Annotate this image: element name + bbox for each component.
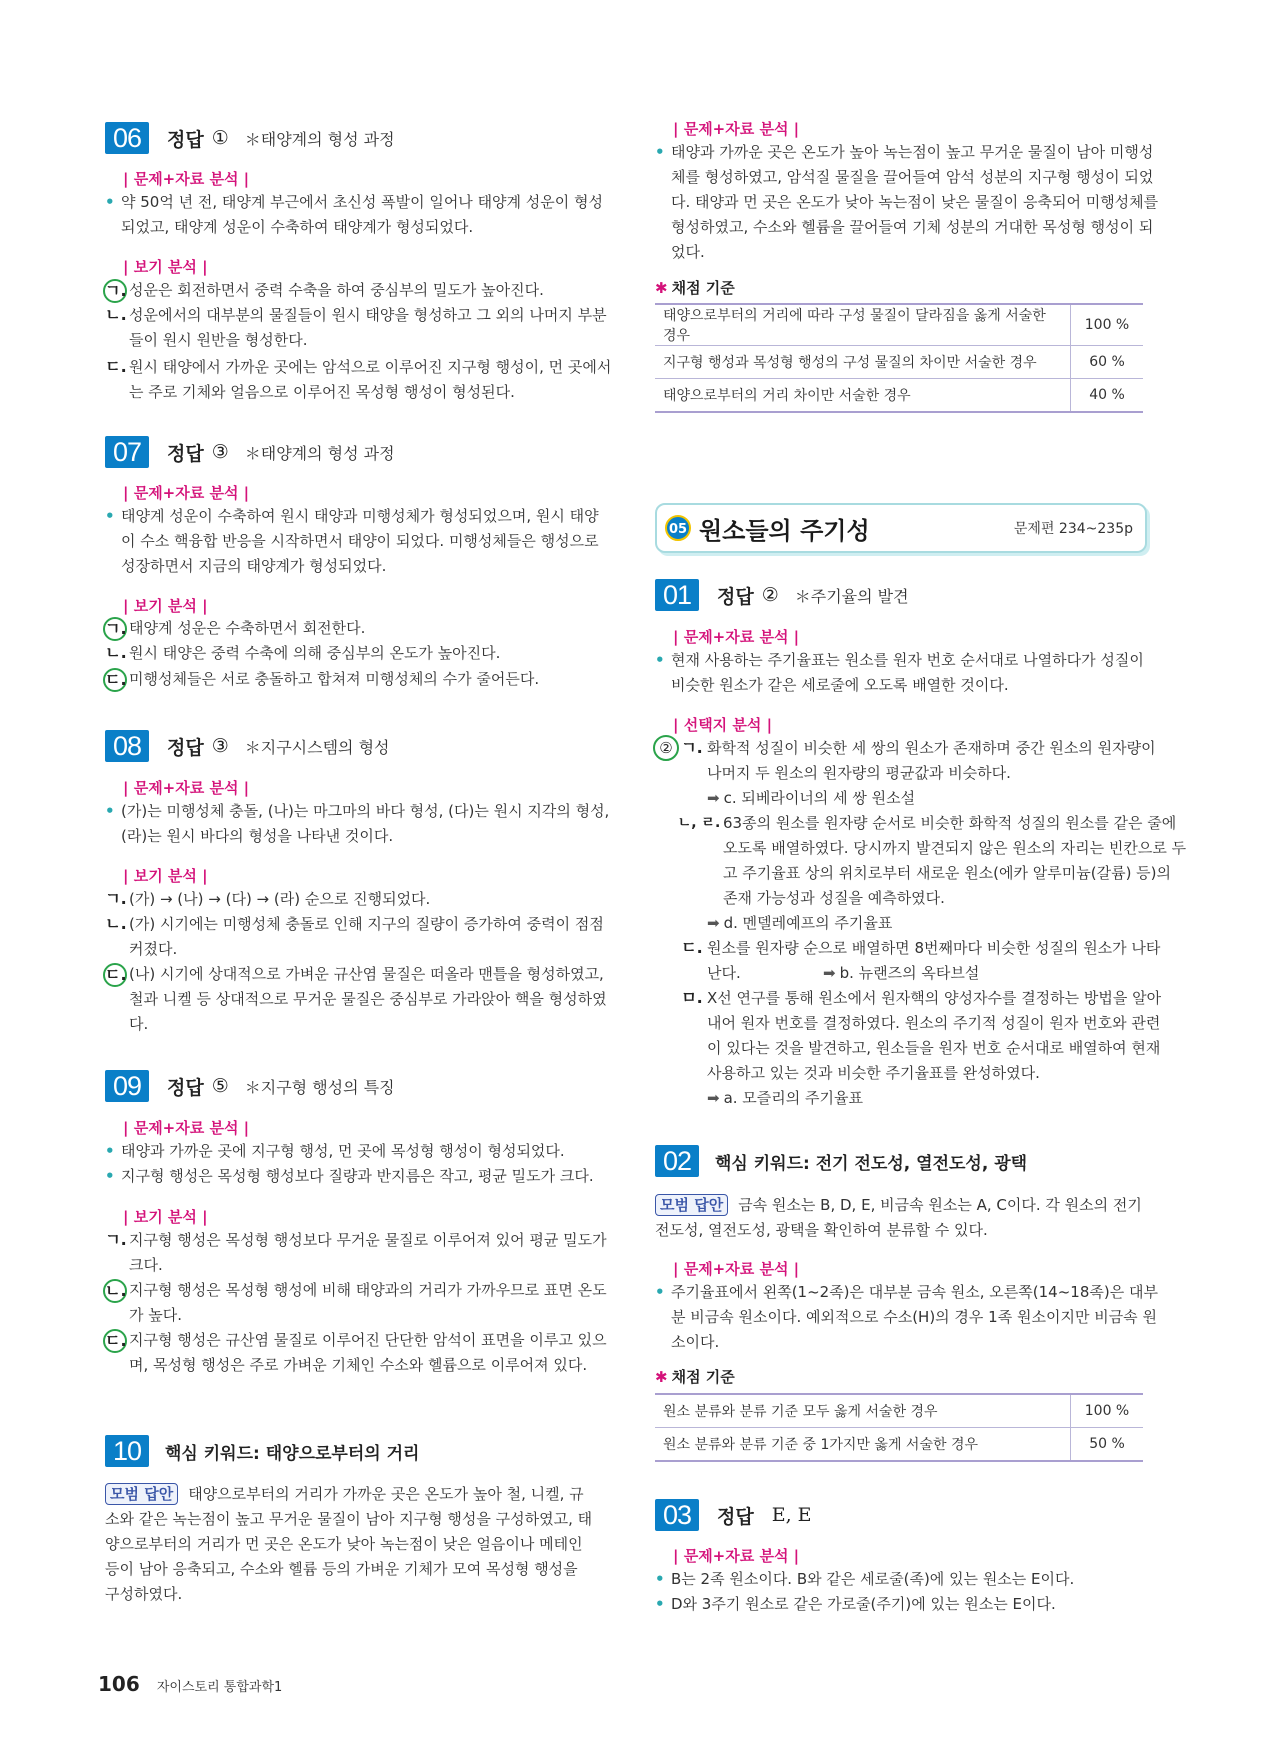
q10-criteria-table (655, 303, 1143, 413)
q09-item-2-text: 지구형 행성은 목성형 행성에 비해 태양과의 거리가 가까우므로 표면 온도가 높다. (129, 1281, 607, 1324)
q09-item-1-text: 지구형 행성은 목성형 행성보다 무거운 물질로 이루어져 있어 평균 밀도가 크다. (129, 1231, 607, 1274)
q03-answer-mark: E, E (771, 1504, 812, 1526)
table-row (655, 346, 1143, 379)
q09-answer-label: 정답 (167, 1076, 204, 1099)
chapter-banner (655, 503, 1147, 553)
criteria-percent: 100 % (1071, 1394, 1144, 1428)
q06-item-2-text: 성운에서의 대부분의 물질들이 원시 태양을 형성하고 그 외의 나머지 부분들이 원시 원반을 형성한다. (129, 306, 607, 349)
q07-answer-mark: ③ (211, 441, 229, 463)
q06-topic: ＊태양계의 형성 과정 (244, 129, 395, 149)
q08-item-2 (105, 912, 619, 962)
q02-criteria-title (655, 1366, 735, 1387)
q03-analysis-label: | 문제+자료 분석 | (673, 1547, 800, 1565)
arrow-right-icon: ➡ (707, 1089, 720, 1107)
criteria-desc: 지구형 행성과 목성형 행성의 구성 물질의 차이만 서술한 경우 (655, 346, 1071, 379)
q06-choices-label: | 보기 분석 | (123, 258, 208, 276)
q09-answer-mark: ⑤ (211, 1075, 229, 1097)
q03-bullet-1: • B는 2족 원소이다. B와 같은 세로줄(족)에 있는 원소는 E이다. (655, 1567, 1159, 1592)
q06-item-3 (105, 355, 619, 405)
q01-choices-label: | 선택지 분석 | (673, 716, 773, 734)
q01-answer-mark: ② (761, 584, 779, 606)
q06-bullet-1: • 약 50억 년 전, 태양계 부근에서 초신성 폭발이 일어나 태양계 성운이 형성되었고, 태양계 성운이 수축하여 태양계가 형성되었다. (105, 190, 611, 240)
q09-item-3-text: 지구형 행성은 규산염 물질로 이루어진 단단한 암석이 표면을 이루고 있으며, 목성형 행성은 주로 가벼운 기체인 수소와 헬륨으로 이루어져 있다. (129, 1331, 607, 1374)
q02-number: 02 (655, 1145, 699, 1177)
q09-header (105, 1068, 395, 1104)
chapter-title: 원소들의 주기성 (699, 517, 870, 545)
criteria-desc: 태양으로부터의 거리 차이만 서술한 경우 (655, 379, 1071, 413)
q08-choices-label: | 보기 분석 | (123, 867, 208, 885)
q10-bullet-1: • 태양과 가까운 곳은 온도가 높아 녹는점이 높고 무거운 물질이 남아 미행성체를 형성하였고, 암석질 물질을 끌어들여 암석 성분의 지구형 행성이 되었다. 태양과 먼 곳은 온도가 낮아 녹는점이 낮은 물질이 응축되어 미행성체를 형성하였고, 수소와 헬륨을 끌어들여 기체 성분의 거대한 목성형 행성이 되었다. (655, 140, 1159, 265)
q07-item-2-mark: ㄴ. (105, 643, 127, 662)
q09-bullet-2: • 지구형 행성은 목성형 행성보다 질량과 반지름은 작고, 평균 밀도가 크다. (105, 1164, 611, 1189)
q01-number: 01 (655, 579, 699, 611)
q01-item-4-text: X선 연구를 통해 원소에서 원자핵의 양성자수를 결정하는 방법을 알아내어 원자 번호를 결정하였다. 원소의 주기적 성질이 원자 번호와 관련이 있다는 것을 발견하고, 원소들을 원자 번호 순서대로 배열하여 현재 사용하고 있는 것과 비슷한 주기율표를 완성하였다. (707, 989, 1162, 1082)
q08-item-3-text: (나) 시기에 상대적으로 가벼운 규산염 물질은 떠올라 맨틀을 형성하였고, 철과 니켈 등 상대적으로 무거운 물질은 중심부로 가라앉아 핵을 형성하였다. (129, 965, 607, 1033)
q07-topic: ＊태양계의 형성 과정 (244, 443, 395, 463)
criteria-percent: 100 % (1071, 304, 1144, 346)
q06-item-1-text: 성운은 회전하면서 중력 수축을 하여 중심부의 밀도가 높아진다. (129, 281, 544, 299)
q06-item-1-mark: ㄱ. (103, 279, 127, 303)
q09-topic: ＊지구형 행성의 특징 (244, 1077, 395, 1097)
q06-item-1 (105, 278, 619, 303)
q08-bullet-1: • (가)는 미행성체 충돌, (나)는 마그마의 바다 형성, (다)는 원시 지각의 형성, (라)는 원시 바다의 형성을 나타낸 것이다. (105, 799, 611, 849)
q03-header (655, 1497, 812, 1533)
asterisk-icon: ✱ (655, 279, 668, 297)
q08-item-1 (105, 887, 619, 912)
q06-analysis-label: | 문제+자료 분석 | (123, 170, 250, 188)
q07-item-3-text: 미행성체들은 서로 충돌하고 합쳐져 미행성체의 수가 줄어든다. (129, 670, 540, 688)
q10-model-label: 모범 답안 (105, 1483, 178, 1505)
q02-model-label: 모범 답안 (655, 1194, 728, 1216)
q08-header (105, 728, 390, 764)
q01-header (655, 577, 909, 613)
q02-header (655, 1143, 1027, 1179)
page-number: 106 (98, 1672, 140, 1696)
q10-criteria-label: 채점 기준 (671, 279, 735, 297)
q07-number: 07 (105, 436, 149, 468)
q02-model-answer (655, 1193, 1143, 1243)
q06-number: 06 (105, 122, 149, 154)
q06-item-2-mark: ㄴ. (105, 305, 127, 324)
book-title: 자이스토리 통합과학1 (156, 1680, 283, 1695)
q01-item-1-text: 화학적 성질이 비슷한 세 쌍의 원소가 존재하며 중간 원소의 원자량이 나머지 두 원소의 원자량의 평균값과 비슷하다. (707, 739, 1156, 782)
q07-choices-label: | 보기 분석 | (123, 597, 208, 615)
q01-topic: ＊주기율의 발견 (794, 586, 909, 606)
q01-item-1-ref-text: c. 되베라이너의 세 쌍 원소설 (723, 789, 916, 807)
criteria-desc: 원소 분류와 분류 기준 중 1가지만 옳게 서술한 경우 (655, 1428, 1071, 1462)
q07-bullet-1: • 태양계 성운이 수축하여 원시 태양과 미행성체가 형성되었으며, 원시 태양이 수소 핵융합 반응을 시작하면서 태양이 되었다. 미행성체들은 행성으로 성장하면서 지금의 태양계가 형성되었다. (105, 504, 611, 579)
page-footer (98, 1672, 282, 1696)
q01-item-3-ref (823, 961, 979, 986)
criteria-desc: 원소 분류와 분류 기준 모두 옳게 서술한 경우 (655, 1394, 1071, 1428)
q02-bullet-1: • 주기율표에서 왼쪽(1~2족)은 대부분 금속 원소, 오른쪽(14~18족)은 대부분 비금속 원소이다. 예외적으로 수소(H)의 경우 1족 원소이지만 비금속 원소이다. (655, 1280, 1159, 1355)
q03-answer-label: 정답 (717, 1505, 754, 1528)
q10-keyword: 핵심 키워드: 태양으로부터의 거리 (165, 1443, 420, 1464)
q03-number: 03 (655, 1499, 699, 1531)
q08-item-1-mark: ㄱ. (105, 889, 127, 908)
q08-item-3 (105, 962, 619, 1037)
q08-topic: ＊지구시스템의 형성 (244, 737, 390, 757)
q01-item-2 (677, 811, 1189, 911)
q01-item-2-text: 63종의 원소를 원자량 순서로 비슷한 화학적 성질의 원소를 같은 줄에 오도록 배열하였다. 당시까지 발견되지 않은 원소의 자리는 빈칸으로 두고 주기율표 상의 위치로부터 새로운 원소(에카 알루미늄(갈륨) 등)의 존재 가능성과 성질을 예측하였다. (723, 814, 1187, 907)
q10-number: 10 (105, 1435, 149, 1467)
q02-criteria-table (655, 1393, 1143, 1462)
arrow-right-icon: ➡ (707, 914, 720, 932)
q06-item-3-mark: ㄷ. (105, 357, 127, 376)
q08-number: 08 (105, 730, 149, 762)
criteria-percent: 40 % (1071, 379, 1144, 413)
q08-item-1-text: (가) → (나) → (다) → (라) 순으로 진행되었다. (129, 890, 431, 908)
q01-item-2-ref-text: d. 멘델레예프의 주기율표 (723, 914, 893, 932)
q01-item-3-mark: ㄷ. (681, 938, 703, 957)
table-row (655, 1394, 1143, 1428)
chapter-page-ref: 문제편 234~235p (1013, 521, 1133, 537)
q03-bullet-2: • D와 3주기 원소로 같은 가로줄(주기)에 있는 원소는 E이다. (655, 1592, 1159, 1617)
table-row (655, 304, 1143, 346)
q09-bullet-1: • 태양과 가까운 곳에 지구형 행성, 먼 곳에 목성형 행성이 형성되었다. (105, 1139, 611, 1164)
asterisk-icon: ✱ (655, 1368, 668, 1386)
q09-choices-label: | 보기 분석 | (123, 1208, 208, 1226)
criteria-percent: 60 % (1071, 346, 1144, 379)
q07-item-1 (105, 616, 619, 641)
q06-item-2 (105, 303, 619, 353)
q08-answer-label: 정답 (167, 736, 204, 759)
q10-model-answer (105, 1482, 595, 1607)
q01-item-1-mark: ㄱ. (681, 738, 703, 757)
criteria-percent: 50 % (1071, 1428, 1144, 1462)
q10-analysis-label: | 문제+자료 분석 | (673, 120, 800, 138)
q06-header (105, 120, 395, 156)
q07-item-1-mark: ㄱ. (103, 617, 127, 641)
q10-criteria-title (655, 277, 735, 298)
q07-answer-label: 정답 (167, 442, 204, 465)
q08-item-2-text: (가) 시기에는 미행성체 충돌로 인해 지구의 질량이 증가하여 중력이 점점 커졌다. (129, 915, 604, 958)
q06-answer-label: 정답 (167, 128, 204, 151)
q07-item-2 (105, 641, 619, 666)
q09-item-1-mark: ㄱ. (105, 1230, 127, 1249)
q09-item-2-mark: ㄴ. (103, 1279, 127, 1303)
table-row (655, 1428, 1143, 1462)
q01-item-4 (681, 986, 1167, 1086)
q08-answer-mark: ③ (211, 735, 229, 757)
arrow-right-icon: ➡ (707, 789, 720, 807)
q09-item-2 (105, 1278, 619, 1328)
q08-analysis-label: | 문제+자료 분석 | (123, 779, 250, 797)
q08-item-2-mark: ㄴ. (105, 914, 127, 933)
q02-keyword: 핵심 키워드: 전기 전도성, 열전도성, 광택 (715, 1153, 1028, 1174)
q09-item-3 (105, 1328, 619, 1378)
q08-item-3-mark: ㄷ. (103, 963, 127, 987)
q07-item-2-text: 원시 태양은 중력 수축에 의해 중심부의 온도가 높아진다. (129, 644, 501, 662)
q09-item-1 (105, 1228, 619, 1278)
q02-model-text: 금속 원소는 B, D, E, 비금속 원소는 A, C이다. 각 원소의 전기 전도성, 열전도성, 광택을 확인하여 분류할 수 있다. (655, 1196, 1142, 1239)
q09-item-3-mark: ㄷ. (103, 1329, 127, 1353)
q01-item-3-ref-text: b. 뉴랜즈의 옥타브설 (839, 964, 980, 982)
chapter-badge: 05 (665, 515, 691, 541)
q01-answer-label: 정답 (717, 585, 754, 608)
q01-bullet-1: • 현재 사용하는 주기율표는 원소를 원자 번호 순서대로 나열하다가 성질이 비슷한 원소가 같은 세로줄에 오도록 배열한 것이다. (655, 648, 1159, 698)
q10-model-text: 태양으로부터의 거리가 가까운 곳은 온도가 높아 철, 니켈, 규소와 같은 녹는점이 높고 무거운 물질이 남아 지구형 행성을 구성하였고, 태양으로부터의 거리가 먼 곳은 온도가 낮아 녹는점이 낮은 얼음이나 메테인 등이 남아 응축되고, 수소와 헬륨 등의 가벼운 기체가 모여 목성형 행성을 구성하였다. (105, 1485, 593, 1603)
table-row (655, 379, 1143, 413)
q01-choice-mark: ② (653, 735, 679, 761)
q07-item-1-text: 태양계 성운은 수축하면서 회전한다. (129, 619, 366, 637)
q07-analysis-label: | 문제+자료 분석 | (123, 484, 250, 502)
q01-item-2-mark: ㄴ, ㄹ. (677, 815, 721, 831)
q01-item-4-ref-text: a. 모즐리의 주기율표 (723, 1089, 863, 1107)
q01-item-1 (681, 736, 1167, 786)
q09-number: 09 (105, 1070, 149, 1102)
q07-item-3 (105, 667, 619, 692)
q01-item-4-ref (707, 1086, 863, 1111)
q02-analysis-label: | 문제+자료 분석 | (673, 1260, 800, 1278)
q06-item-3-text: 원시 태양에서 가까운 곳에는 암석으로 이루어진 지구형 행성이, 먼 곳에서는 주로 기체와 얼음으로 이루어진 목성형 행성이 형성된다. (129, 358, 612, 401)
criteria-desc: 태양으로부터의 거리에 따라 구성 물질이 달라짐을 옳게 서술한 경우 (655, 304, 1071, 346)
q07-header (105, 434, 395, 470)
q01-item-2-ref (707, 911, 892, 936)
q09-analysis-label: | 문제+자료 분석 | (123, 1119, 250, 1137)
q01-item-1-ref (707, 786, 915, 811)
q07-item-3-mark: ㄷ. (103, 668, 127, 692)
q01-item-3-text: 원소를 원자량 순으로 배열하면 8번째마다 비슷한 성질의 원소가 나타난다. (707, 939, 1161, 982)
q01-analysis-label: | 문제+자료 분석 | (673, 628, 800, 646)
q01-item-4-mark: ㅁ. (681, 988, 703, 1007)
q02-criteria-label: 채점 기준 (671, 1368, 735, 1386)
q10-header (105, 1433, 419, 1469)
arrow-right-icon: ➡ (823, 964, 836, 982)
q06-answer-mark: ① (211, 127, 229, 149)
